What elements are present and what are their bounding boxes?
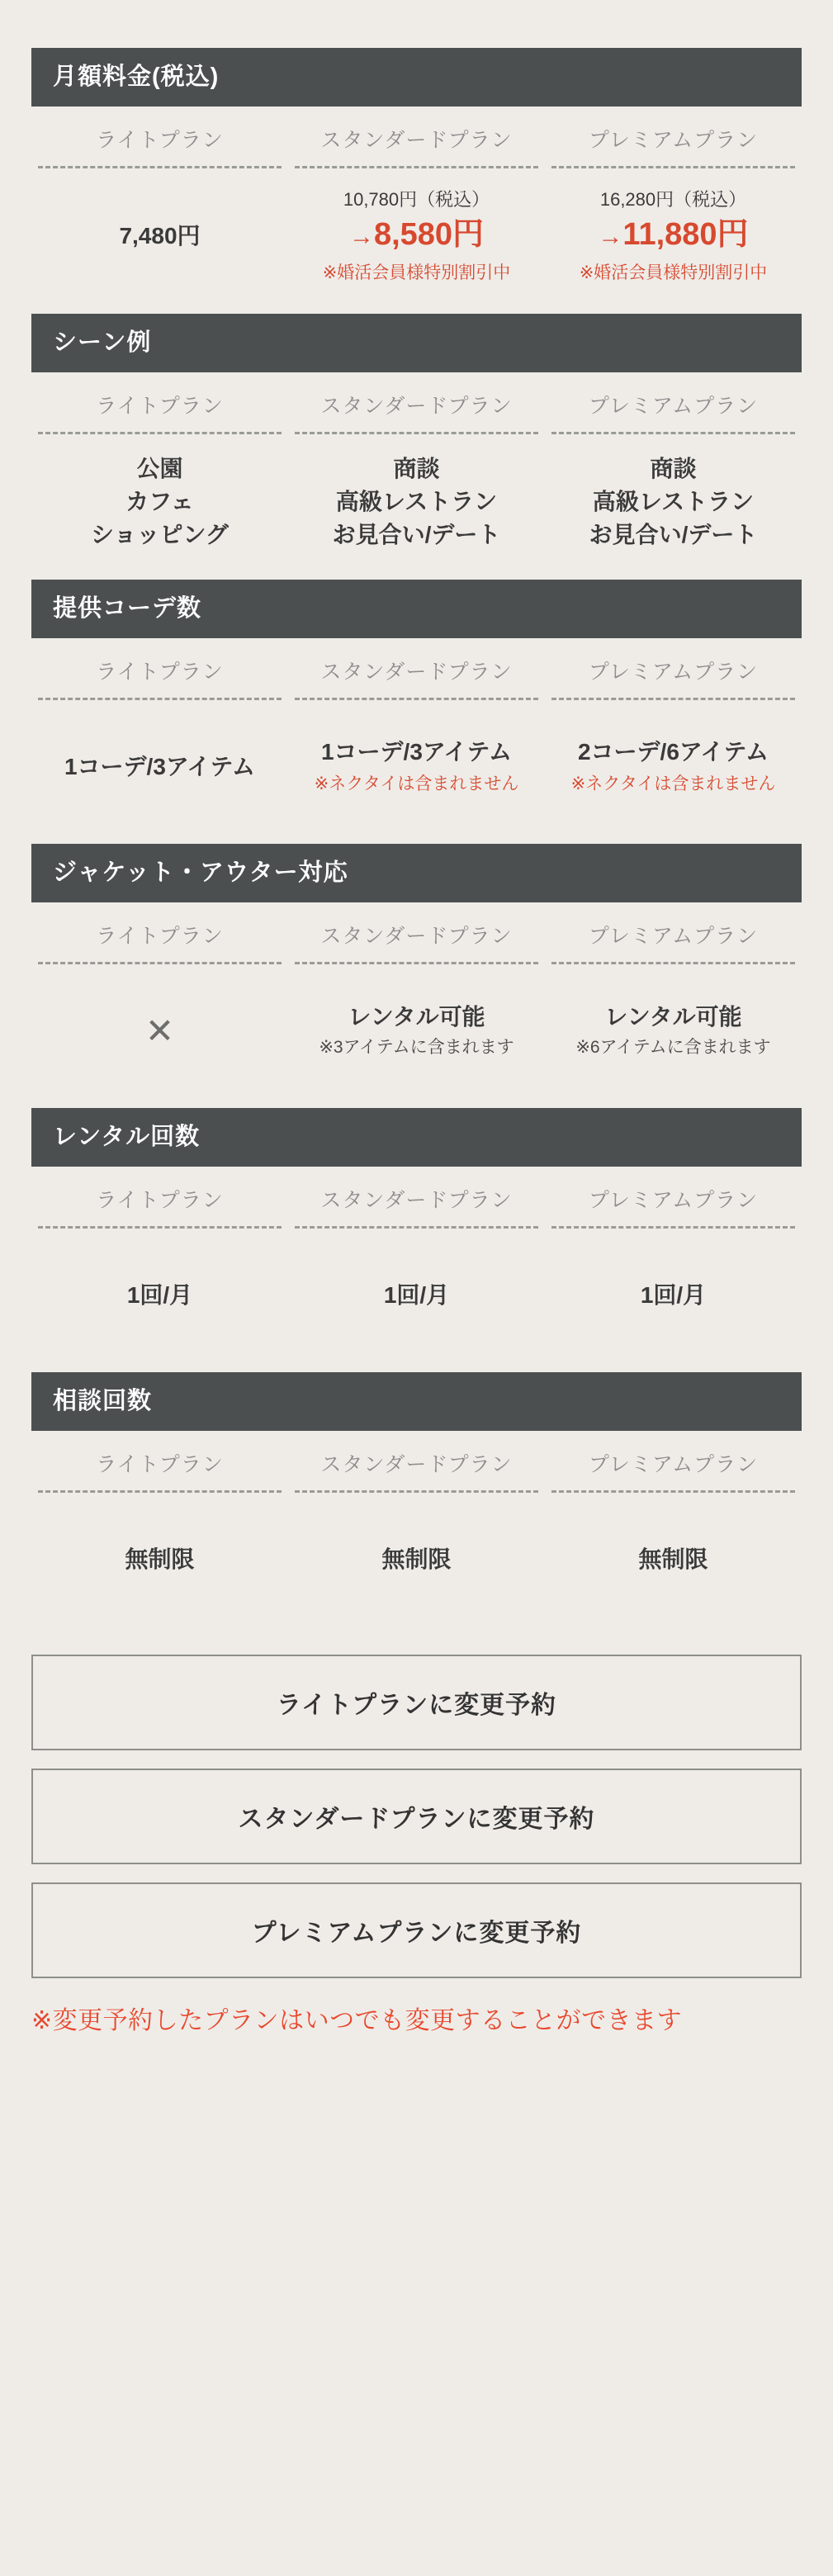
plan-name-header: ライトプラン bbox=[96, 395, 224, 419]
dashed-divider-segment bbox=[551, 166, 795, 170]
dashed-divider-segment bbox=[38, 1226, 282, 1230]
plan-change-button-1[interactable]: ライトプランに変更予約 bbox=[31, 1655, 802, 1750]
cell-main-text: 無制限 bbox=[125, 1546, 195, 1572]
dashed-divider-segment bbox=[551, 432, 795, 436]
plan-section bbox=[31, 48, 802, 299]
dashed-divider-segment bbox=[551, 698, 795, 702]
dashed-divider bbox=[31, 166, 802, 170]
plan-value-cell bbox=[288, 722, 545, 810]
plan-name-header: ライトプラン bbox=[96, 129, 224, 152]
plan-value-cell bbox=[545, 173, 802, 299]
original-price: 16,280円（税込） bbox=[599, 189, 747, 210]
plan-change-button-group bbox=[31, 1655, 802, 1978]
arrow-icon: → bbox=[598, 222, 623, 250]
plan-value-cell bbox=[31, 1001, 288, 1062]
section-title: 月額料金(税込) bbox=[31, 48, 802, 107]
cell-main-text: 2コーデ/6アイテム bbox=[577, 739, 769, 765]
cell-main-text: 1コーデ/3アイテム bbox=[320, 739, 512, 765]
original-price: 10,780円（税込） bbox=[343, 189, 490, 210]
plan-value-cell bbox=[288, 173, 545, 299]
plan-name-header: スタンダードプラン bbox=[320, 1452, 513, 1476]
plan-value-cell bbox=[545, 722, 802, 810]
cell-main-text: 1回/月 bbox=[640, 1281, 707, 1308]
dashed-divider-segment bbox=[295, 962, 538, 966]
discount-price-row bbox=[553, 213, 793, 258]
dashed-divider-segment bbox=[551, 962, 795, 966]
discount-price-row bbox=[296, 213, 537, 258]
plan-name-header: プレミアムプラン bbox=[588, 395, 759, 419]
dashed-divider bbox=[31, 432, 802, 436]
plan-value-cell bbox=[545, 987, 802, 1073]
plan-name-row bbox=[31, 107, 802, 166]
cell-main-text: 1回/月 bbox=[126, 1281, 193, 1308]
plan-value-cell bbox=[31, 1530, 288, 1589]
cell-main-text: 1コーデ/3アイテム bbox=[64, 753, 255, 779]
dashed-divider-segment bbox=[551, 1226, 795, 1230]
plan-value-row bbox=[31, 439, 802, 564]
plan-value-cell bbox=[31, 1266, 288, 1325]
dashed-divider bbox=[31, 698, 802, 702]
cell-line-text: 商談 bbox=[393, 456, 440, 482]
dashed-divider-segment bbox=[295, 1226, 538, 1230]
section-title: レンタル回数 bbox=[31, 1108, 802, 1167]
cell-main-text: 無制限 bbox=[638, 1546, 708, 1572]
dashed-divider-segment bbox=[38, 698, 282, 702]
plan-value-row bbox=[31, 705, 802, 829]
plan-name-header: スタンダードプラン bbox=[320, 660, 513, 684]
section-title: 提供コーデ数 bbox=[31, 580, 802, 638]
plan-section bbox=[31, 314, 802, 564]
dashed-divider-segment bbox=[551, 1490, 795, 1494]
cell-main-text: 1回/月 bbox=[383, 1281, 450, 1308]
dashed-divider-segment bbox=[295, 432, 538, 436]
plan-section bbox=[31, 1372, 802, 1622]
cell-line-text: お見合い/デート bbox=[332, 521, 501, 547]
plan-section bbox=[31, 1108, 802, 1357]
plan-value-cell bbox=[545, 1266, 802, 1325]
cell-line-text: カフェ bbox=[125, 489, 194, 515]
cell-main-text: レンタル可能 bbox=[604, 1004, 742, 1030]
cell-note-highlight: ※ネクタイは含まれません bbox=[570, 774, 776, 794]
plan-name-row bbox=[31, 1167, 802, 1226]
cell-note-highlight: ※婚活会員様特別割引中 bbox=[322, 263, 511, 282]
plan-change-button-3[interactable]: プレミアムプランに変更予約 bbox=[31, 1882, 802, 1978]
plan-value-cell bbox=[545, 1530, 802, 1589]
plan-value-row bbox=[31, 173, 802, 299]
plan-change-button-2[interactable]: スタンダードプランに変更予約 bbox=[31, 1769, 802, 1864]
plan-value-cell bbox=[31, 439, 288, 564]
discount-price: 8,580円 bbox=[373, 216, 485, 252]
unavailable-cross-icon: ✕ bbox=[144, 1011, 175, 1050]
discount-price: 11,880円 bbox=[622, 216, 749, 252]
cell-note: ※3アイテムに含まれます bbox=[319, 1038, 514, 1058]
dashed-divider-segment bbox=[38, 166, 282, 170]
plan-name-row bbox=[31, 1431, 802, 1490]
plan-value-cell bbox=[31, 737, 288, 797]
plan-name-header: プレミアムプラン bbox=[588, 1188, 759, 1212]
cell-main-text: 7,480円 bbox=[119, 223, 201, 249]
dashed-divider-segment bbox=[295, 698, 538, 702]
cell-note: ※6アイテムに含まれます bbox=[575, 1038, 771, 1058]
cell-line-text: お見合い/デート bbox=[589, 521, 758, 547]
section-title: シーン例 bbox=[31, 314, 802, 372]
plan-name-header: ライトプラン bbox=[96, 1188, 224, 1212]
dashed-divider-segment bbox=[38, 1490, 282, 1494]
cell-line-text: 高級レストラン bbox=[335, 489, 498, 515]
section-title: 相談回数 bbox=[31, 1372, 802, 1431]
plan-section bbox=[31, 844, 802, 1093]
plan-value-cell bbox=[31, 206, 288, 266]
plan-name-row bbox=[31, 902, 802, 962]
plan-name-row bbox=[31, 372, 802, 432]
dashed-divider-segment bbox=[295, 1490, 538, 1494]
plan-value-row bbox=[31, 1234, 802, 1357]
dashed-divider bbox=[31, 1226, 802, 1230]
cell-line-text: ショッピング bbox=[91, 521, 229, 547]
arrow-icon: → bbox=[348, 222, 374, 250]
plan-name-header: ライトプラン bbox=[96, 660, 224, 684]
cell-note-highlight: ※婚活会員様特別割引中 bbox=[579, 263, 768, 282]
cell-main-text: レンタル可能 bbox=[348, 1004, 485, 1030]
plan-value-cell bbox=[288, 987, 545, 1073]
cell-main-text: 無制限 bbox=[381, 1546, 452, 1572]
cell-line-text: 高級レストラン bbox=[592, 489, 755, 515]
dashed-divider bbox=[31, 962, 802, 966]
cell-line-text: 公園 bbox=[136, 456, 183, 482]
plan-name-header: プレミアムプラン bbox=[588, 660, 759, 684]
plan-name-header: ライトプラン bbox=[96, 924, 224, 948]
plan-name-header: スタンダードプラン bbox=[320, 924, 513, 948]
dashed-divider-segment bbox=[295, 166, 538, 170]
plan-value-cell bbox=[545, 439, 802, 564]
plan-value-row bbox=[31, 969, 802, 1093]
plan-name-header: プレミアムプラン bbox=[588, 1452, 759, 1476]
cell-note-highlight: ※ネクタイは含まれません bbox=[314, 774, 519, 794]
dashed-divider-segment bbox=[38, 432, 282, 436]
plan-name-header: スタンダードプラン bbox=[320, 129, 513, 152]
dashed-divider-segment bbox=[38, 962, 282, 966]
plan-name-header: スタンダードプラン bbox=[320, 1188, 513, 1212]
footnote-text: ※変更予約したプランはいつでも変更することができます bbox=[31, 2006, 683, 2034]
plan-name-header: ライトプラン bbox=[96, 1452, 224, 1476]
plan-name-header: プレミアムプラン bbox=[588, 129, 759, 152]
cell-line-text: 商談 bbox=[650, 456, 697, 482]
plan-name-row bbox=[31, 638, 802, 698]
plan-name-header: スタンダードプラン bbox=[320, 395, 513, 419]
section-title: ジャケット・アウター対応 bbox=[31, 844, 802, 902]
plan-value-cell bbox=[288, 1530, 545, 1589]
plan-value-cell bbox=[288, 439, 545, 564]
plan-comparison-sections bbox=[31, 48, 802, 1622]
dashed-divider bbox=[31, 1490, 802, 1494]
plan-value-cell bbox=[288, 1266, 545, 1325]
plan-value-row bbox=[31, 1498, 802, 1622]
plan-name-header: プレミアムプラン bbox=[588, 924, 759, 948]
plan-section bbox=[31, 580, 802, 829]
